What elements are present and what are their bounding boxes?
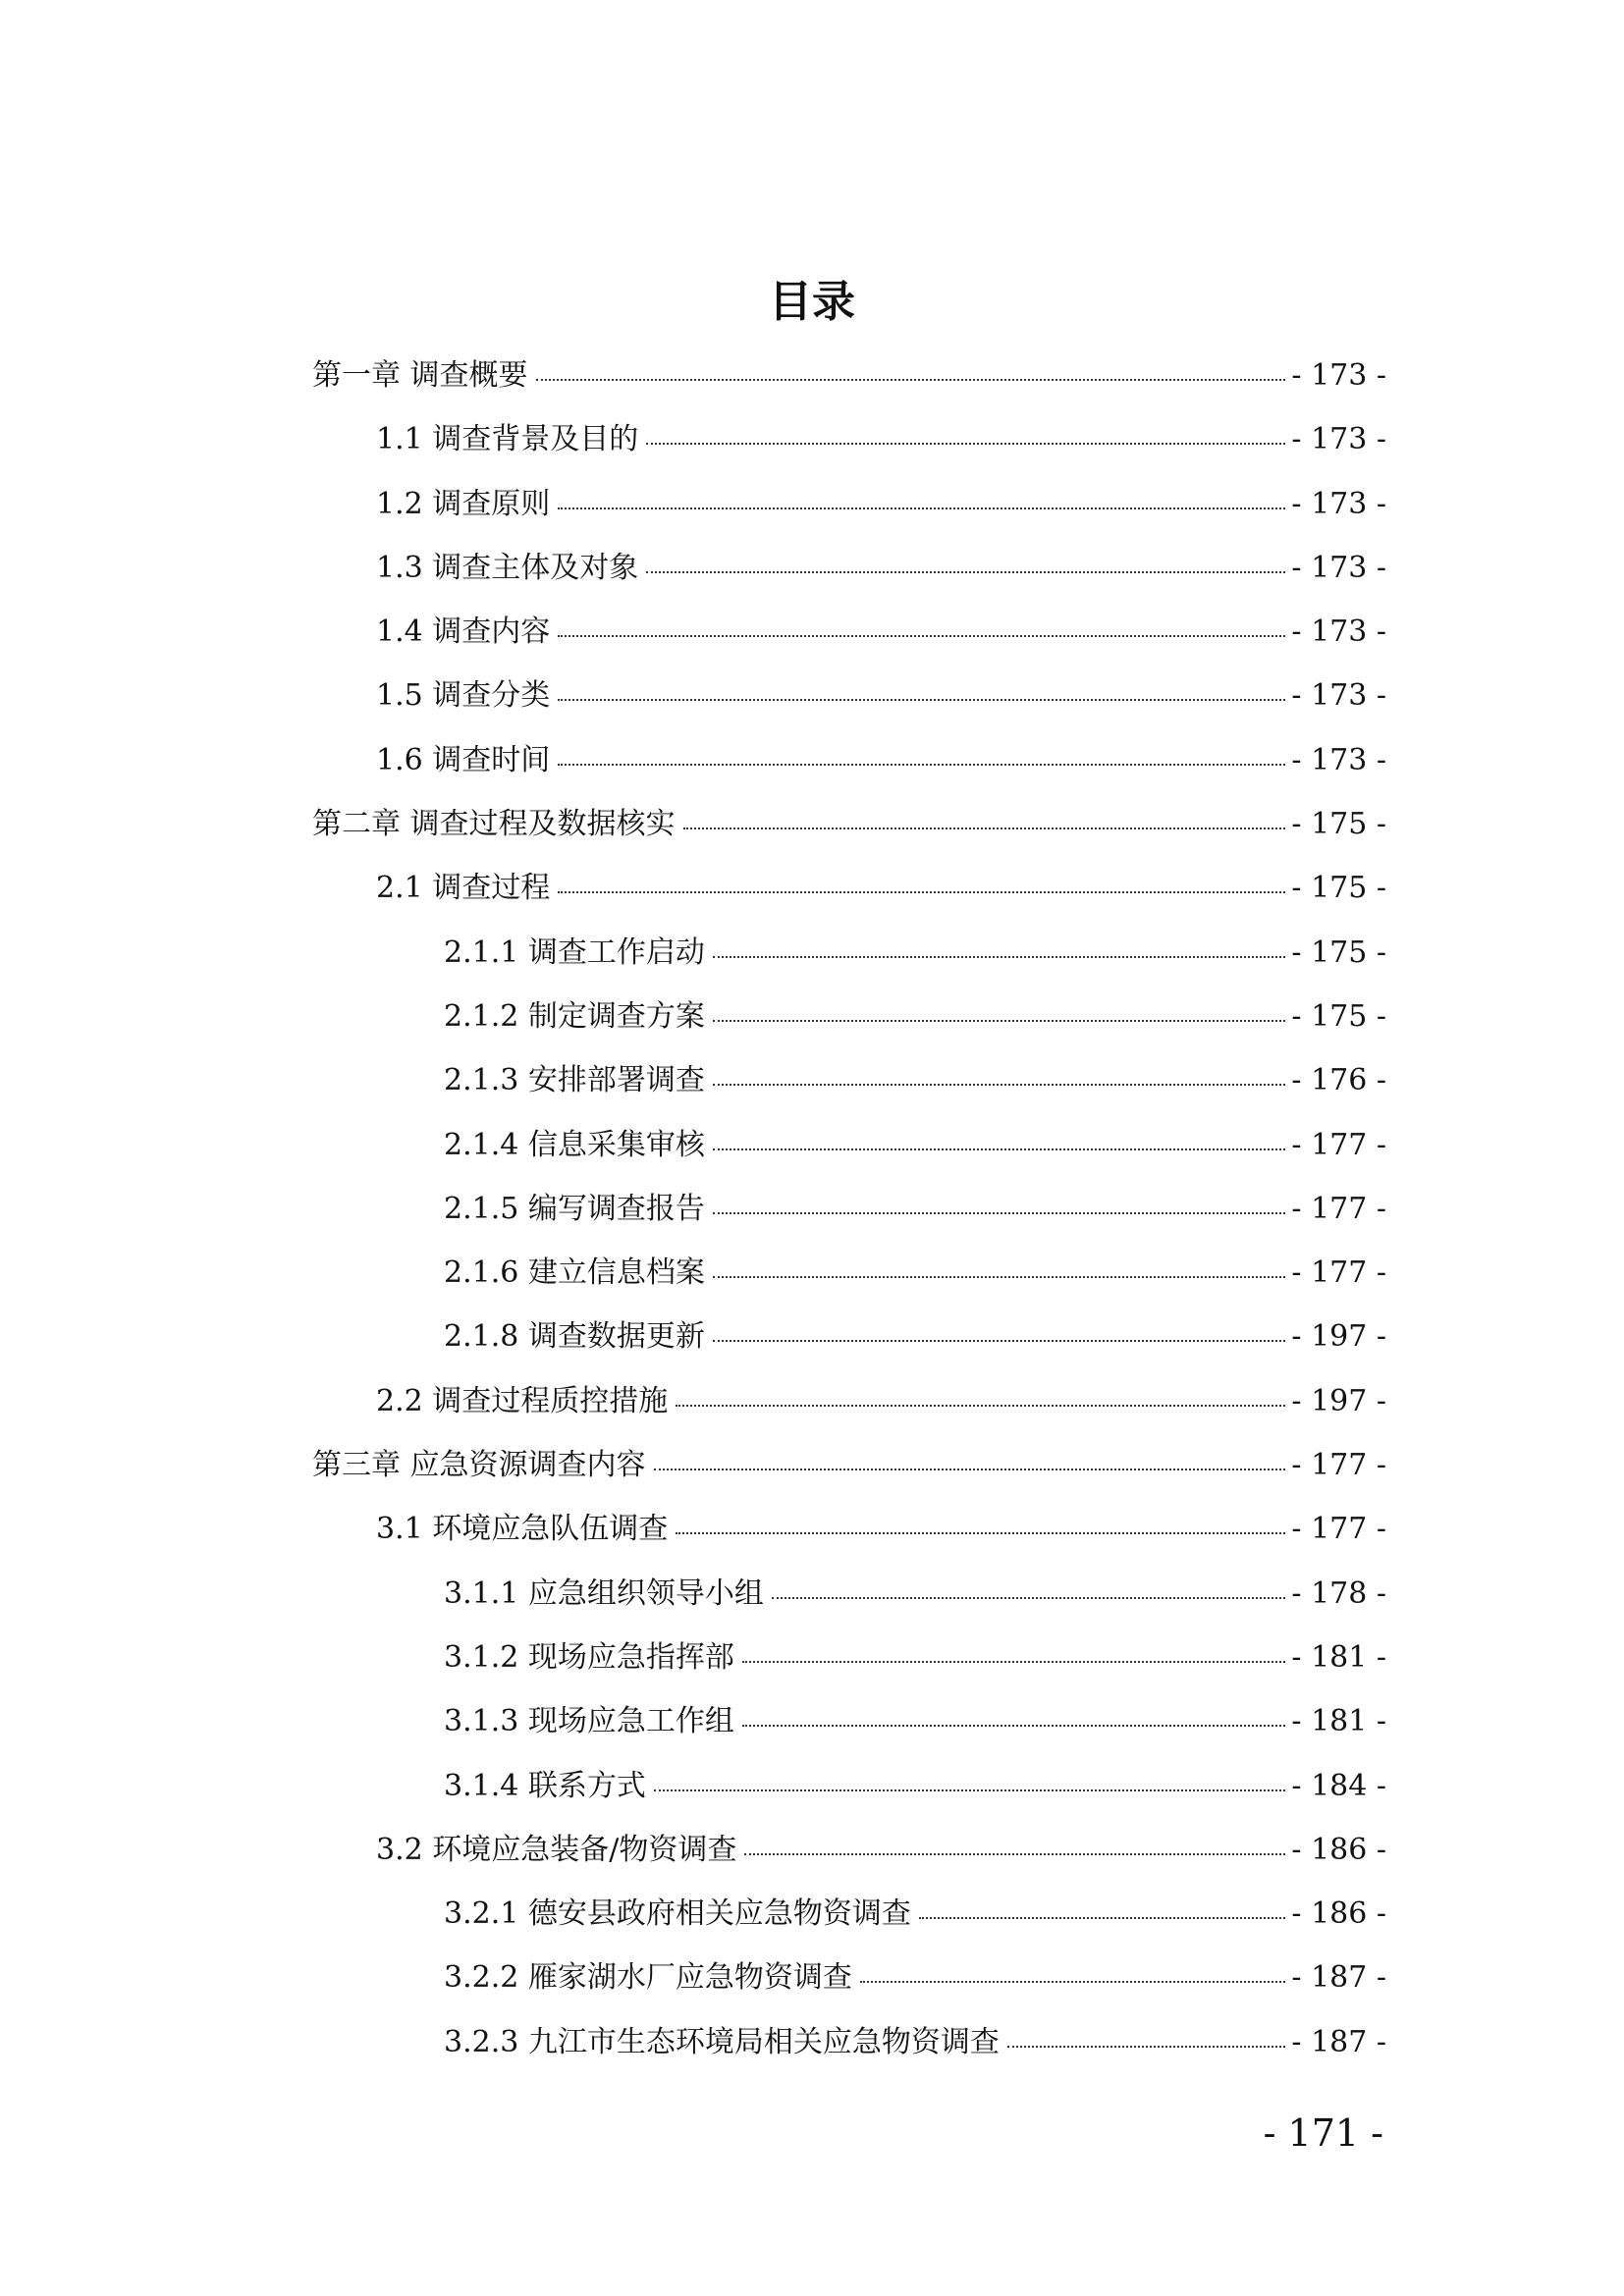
- toc-dot-leader: [713, 1084, 1286, 1086]
- toc-dot-leader: [713, 1340, 1286, 1342]
- page-title: 目录: [769, 277, 855, 327]
- toc-dot-leader: [654, 1789, 1286, 1791]
- toc-entry-page: - 178 -: [1291, 1575, 1386, 1611]
- toc-entry[interactable]: [312, 1312, 1386, 1376]
- toc-entry[interactable]: [312, 608, 1386, 671]
- toc-entry-page: - 175 -: [1291, 998, 1386, 1034]
- toc-entry-page: - 173 -: [1291, 422, 1386, 457]
- toc-entry[interactable]: [312, 1762, 1386, 1826]
- toc-entry-page: - 176 -: [1291, 1063, 1386, 1098]
- toc-entry-page: - 173 -: [1291, 550, 1386, 585]
- toc-dot-leader: [713, 1148, 1286, 1150]
- toc-entry-label: 第三章 应急资源调查内容: [312, 1448, 646, 1483]
- toc-entry-label: 3.2.1 德安县政府相关应急物资调查: [444, 1896, 911, 1932]
- toc-entry-label: 3.1.4 联系方式: [444, 1768, 646, 1803]
- toc-dot-leader: [713, 1212, 1286, 1214]
- toc-entry-label: 第一章 调查概要: [312, 358, 528, 393]
- toc-dot-leader: [646, 571, 1285, 573]
- toc-entry-page: - 177 -: [1291, 1191, 1386, 1226]
- toc-entry-label: 2.1 调查过程: [376, 871, 551, 906]
- toc-entry-label: 3.1 环境应急队伍调查: [376, 1512, 669, 1547]
- toc-entry-label: 2.1.8 调查数据更新: [444, 1319, 705, 1355]
- toc-dot-leader: [558, 764, 1285, 766]
- toc-dot-leader: [558, 507, 1285, 509]
- toc-entry-page: - 197 -: [1291, 1319, 1386, 1355]
- toc-dot-leader: [772, 1597, 1286, 1599]
- toc-entry-page: - 177 -: [1291, 1255, 1386, 1291]
- toc-entry-label: 3.1.3 现场应急工作组: [444, 1704, 734, 1739]
- toc-entry-label: 2.2 调查过程质控措施: [376, 1383, 669, 1418]
- toc-entry[interactable]: [312, 1185, 1386, 1249]
- table-of-contents: [312, 351, 1386, 2082]
- toc-entry-page: - 181 -: [1291, 1639, 1386, 1675]
- toc-entry-page: - 173 -: [1291, 678, 1386, 714]
- toc-entry[interactable]: [312, 929, 1386, 992]
- toc-entry-label: 3.2 环境应急装备/物资调查: [376, 1832, 737, 1867]
- toc-entry[interactable]: [312, 1633, 1386, 1697]
- toc-dot-leader: [683, 828, 1286, 829]
- toc-entry[interactable]: [312, 1056, 1386, 1120]
- toc-entry[interactable]: [312, 1890, 1386, 1953]
- toc-entry-page: - 175 -: [1291, 871, 1386, 906]
- toc-entry[interactable]: [312, 1953, 1386, 2017]
- toc-entry-label: 2.1.3 安排部署调查: [444, 1063, 705, 1098]
- toc-entry[interactable]: [312, 1505, 1386, 1569]
- toc-entry-page: - 197 -: [1291, 1383, 1386, 1418]
- toc-entry[interactable]: [312, 480, 1386, 544]
- toc-dot-leader: [713, 1020, 1286, 1022]
- toc-entry[interactable]: [312, 992, 1386, 1056]
- toc-entry[interactable]: [312, 351, 1386, 415]
- toc-dot-leader: [558, 635, 1285, 637]
- toc-entry[interactable]: [312, 2018, 1386, 2082]
- toc-entry-page: - 173 -: [1291, 742, 1386, 777]
- toc-entry-label: 3.2.2 雁家湖水厂应急物资调查: [444, 1960, 852, 1996]
- toc-dot-leader: [744, 1853, 1285, 1855]
- page-number: - 171 -: [1263, 2111, 1383, 2155]
- toc-entry-label: 2.1.1 调查工作启动: [444, 934, 705, 970]
- toc-entry-label: 2.1.6 建立信息档案: [444, 1255, 705, 1291]
- toc-entry-page: - 181 -: [1291, 1704, 1386, 1739]
- toc-entry-page: - 177 -: [1291, 1448, 1386, 1483]
- toc-entry-label: 1.5 调查分类: [376, 678, 551, 714]
- toc-entry[interactable]: [312, 1121, 1386, 1185]
- toc-dot-leader: [713, 1276, 1286, 1278]
- toc-entry[interactable]: [312, 415, 1386, 479]
- toc-entry-page: - 186 -: [1291, 1832, 1386, 1867]
- toc-entry-label: 3.2.3 九江市生态环境局相关应急物资调查: [444, 2024, 1000, 2059]
- toc-dot-leader: [676, 1532, 1285, 1534]
- toc-dot-leader: [713, 956, 1286, 958]
- toc-entry-page: - 173 -: [1291, 358, 1386, 393]
- toc-entry-page: - 177 -: [1291, 1512, 1386, 1547]
- toc-entry-label: 2.1.2 制定调查方案: [444, 998, 705, 1034]
- toc-entry[interactable]: [312, 1377, 1386, 1441]
- toc-entry-page: - 187 -: [1291, 2024, 1386, 2059]
- toc-entry[interactable]: [312, 1441, 1386, 1505]
- toc-entry[interactable]: [312, 671, 1386, 735]
- toc-dot-leader: [536, 379, 1286, 381]
- toc-entry-label: 1.4 调查内容: [376, 614, 551, 650]
- toc-entry-page: - 175 -: [1291, 934, 1386, 970]
- toc-dot-leader: [742, 1661, 1286, 1663]
- toc-entry[interactable]: [312, 1249, 1386, 1312]
- toc-dot-leader: [919, 1917, 1286, 1919]
- toc-dot-leader: [676, 1405, 1285, 1407]
- toc-entry[interactable]: [312, 1570, 1386, 1633]
- toc-entry-page: - 177 -: [1291, 1127, 1386, 1162]
- toc-entry-page: - 173 -: [1291, 486, 1386, 521]
- toc-entry[interactable]: [312, 736, 1386, 800]
- toc-entry[interactable]: [312, 800, 1386, 864]
- toc-dot-leader: [654, 1468, 1286, 1470]
- toc-entry-label: 3.1.1 应急组织领导小组: [444, 1575, 764, 1611]
- toc-entry-label: 1.3 调查主体及对象: [376, 550, 639, 585]
- toc-entry-page: - 186 -: [1291, 1896, 1386, 1932]
- toc-entry[interactable]: [312, 1826, 1386, 1890]
- toc-entry-label: 2.1.5 编写调查报告: [444, 1191, 705, 1226]
- toc-entry-label: 2.1.4 信息采集审核: [444, 1127, 705, 1162]
- toc-entry-label: 1.6 调查时间: [376, 742, 551, 777]
- toc-entry-page: - 173 -: [1291, 614, 1386, 650]
- toc-dot-leader: [742, 1725, 1286, 1727]
- toc-entry[interactable]: [312, 1697, 1386, 1761]
- toc-dot-leader: [860, 1981, 1286, 1983]
- toc-entry-label: 第二章 调查过程及数据核实: [312, 807, 676, 842]
- toc-entry-label: 1.1 调查背景及目的: [376, 422, 639, 457]
- toc-entry-page: - 175 -: [1291, 807, 1386, 842]
- toc-entry-page: - 187 -: [1291, 1960, 1386, 1996]
- toc-dot-leader: [1007, 2046, 1286, 2048]
- toc-dot-leader: [558, 699, 1285, 701]
- toc-entry[interactable]: [312, 544, 1386, 608]
- toc-entry-label: 3.1.2 现场应急指挥部: [444, 1639, 734, 1675]
- toc-entry[interactable]: [312, 864, 1386, 928]
- toc-dot-leader: [646, 443, 1285, 445]
- toc-dot-leader: [558, 891, 1285, 893]
- toc-entry-label: 1.2 调查原则: [376, 486, 551, 521]
- toc-entry-page: - 184 -: [1291, 1768, 1386, 1803]
